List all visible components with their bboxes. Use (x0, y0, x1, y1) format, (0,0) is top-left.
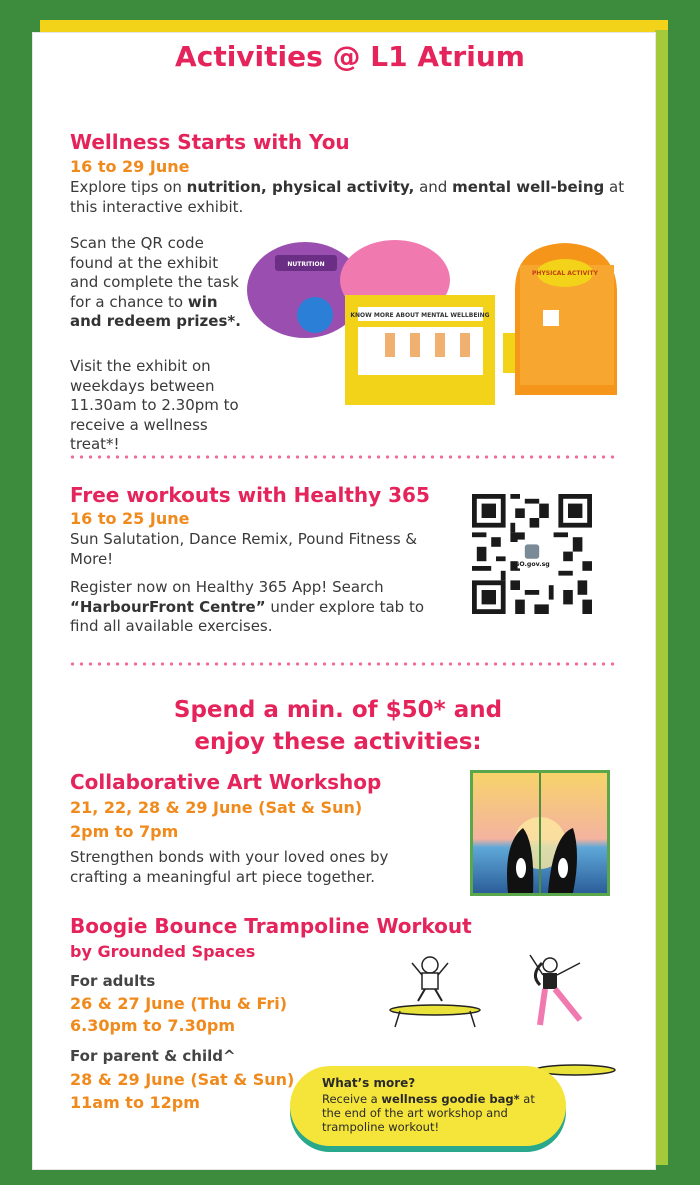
parent-child-label: For parent & child^ (70, 1047, 236, 1065)
middle-panel (340, 240, 519, 405)
top-edge-decoration (40, 20, 668, 32)
wellness-scan-text: Scan the QR code found at the exhibit and complete the task for a chance to win and redeem prizes*. (70, 234, 241, 330)
boogie-subtitle: by Grounded Spaces (70, 942, 256, 961)
workouts-description: Sun Salutation, Dance Remix, Pound Fitness & More! (70, 530, 418, 568)
exhibit-illustration (245, 235, 620, 415)
adults-dates: 26 & 27 June (Thu & Fri) (70, 994, 288, 1013)
physical-activity-panel (515, 243, 617, 395)
parent-child-time: 11am to 12pm (70, 1093, 200, 1112)
exhibit-label-nutrition: NUTRITION (287, 261, 325, 268)
trampoline-illustration (380, 945, 620, 1085)
side-edge-decoration (655, 30, 668, 1165)
exhibit-label-mental: KNOW MORE ABOUT MENTAL WELLBEING (350, 312, 490, 319)
workouts-register: Register now on Healthy 365 App! Search “HarbourFront Centre” under explore tab to find all available exercises. (70, 578, 425, 635)
qr-go-label: GO.gov.sg (514, 561, 550, 568)
parent-child-dates: 28 & 29 June (Sat & Sun) (70, 1070, 295, 1089)
exhibit-label-physical: PHYSICAL ACTIVITY (532, 270, 598, 277)
qr-code[interactable] (472, 494, 592, 614)
adults-label: For adults (70, 972, 156, 990)
section-divider-1 (68, 455, 620, 459)
section-divider-2 (68, 662, 620, 666)
page-title: Activities @ L1 Atrium (175, 40, 525, 73)
boogie-title: Boogie Bounce Trampoline Workout (70, 914, 472, 938)
workouts-date: 16 to 25 June (70, 509, 190, 528)
goodie-text: Receive a wellness goodie bag* at the end of the art workshop and trampoline workout! (322, 1092, 535, 1134)
art-description: Strengthen bonds with your loved ones by crafting a meaningful art piece together. (70, 848, 389, 886)
workouts-title: Free workouts with Healthy 365 (70, 483, 430, 507)
art-title: Collaborative Art Workshop (70, 770, 382, 794)
wellness-visit-text: Visit the exhibit on weekdays between 11.30am to 2.30pm to receive a wellness treat*! (70, 357, 239, 453)
orca-painting (473, 773, 607, 893)
goodie-title: What’s more? (322, 1076, 416, 1090)
art-dates: 21, 22, 28 & 29 June (Sat & Sun) (70, 798, 363, 817)
wellness-intro: Explore tips on nutrition, physical activity, and mental well-being at this interactive exhibit. (70, 178, 625, 216)
art-painting-image (470, 770, 610, 896)
spend-heading: Spend a min. of $50* and enjoy these activities: (173, 697, 503, 755)
wellness-date: 16 to 29 June (70, 157, 190, 176)
adults-time: 6.30pm to 7.30pm (70, 1016, 235, 1035)
wellness-title: Wellness Starts with You (70, 130, 350, 154)
art-time: 2pm to 7pm (70, 822, 179, 841)
